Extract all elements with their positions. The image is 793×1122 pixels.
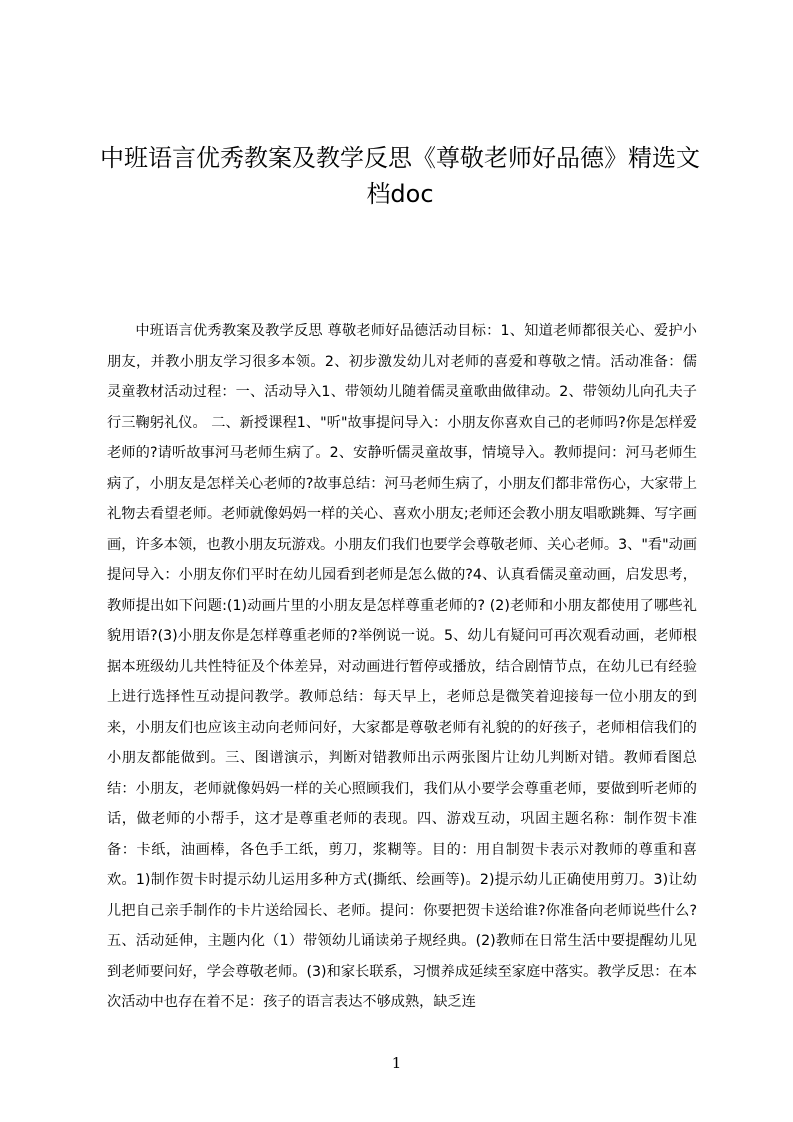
page-number: 1 [391,1054,402,1072]
page-title: 中班语言优秀教案及教学反思《尊敬老师好品德》精选文档doc [100,144,700,208]
body-text: 中班语言优秀教案及教学反思 尊敬老师好品德活动目标：1、知道老师都很关心、爱护小朋友，并教小朋友学习很多本领。2、初步激发幼儿对老师的喜爱和尊敬之情。活动准备：儒灵童教材活动过程：一、活动导入1、带领幼儿随着儒灵童歌曲做律动。2、带领幼儿向孔夫子行三鞠躬礼仪。 二、新授课程1、"听"故事提问导入：小朋友你喜欢自己的老师吗?你是怎样爱老师的?请听故事河马老师生病了。2、安静听儒灵童故事，情境导入。教师提问：河马老师生病了，小朋友是怎样关心老师的?故事总结：河马老师生病了，小朋友们都非常伤心，大家带上礼物去看望老师。老师就像妈妈一样的关心、喜欢小朋友;老师还会教小朋友唱歌跳舞、写字画画，许多本领，也教小朋友玩游戏。小朋友们我们也要学会尊敬老师、关心老师。3、"看"动画提问导入：小朋友你们平时在幼儿园看到老师是怎么做的?4、认真看儒灵童动画，启发思考，教师提出如下问题:(1)动画片里的小朋友是怎样尊重老师的? (2)老师和小朋友都使用了哪些礼貌用语?(3)小朋友你是怎样尊重老师的?举例说一说。5、幼儿有疑问可再次观看动画，老师根据本班级幼儿共性特征及个体差异，对动画进行暂停或播放，结合剧情节点，在幼儿已有经验上进行选择性互动提问教学。教师总结：每天早上，老师总是微笑着迎接每一位小朋友的到来，小朋友们也应该主动向老师问好，大家都是尊敬老师有礼貌的的好孩子，老师相信我们的小朋友都能做到。三、图谱演示，判断对错教师出示两张图片让幼儿判断对错。教师看图总结：小朋友，老师就像妈妈一样的关心照顾我们，我们从小要学会尊重老师，要做到听老师的话，做老师的小帮手，这才是尊重老师的表现。四、游戏互动，巩固主题名称：制作贺卡准备：卡纸，油画棒，各色手工纸，剪刀，浆糊等。目的：用自制贺卡表示对教师的尊重和喜欢。1)制作贺卡时提示幼儿运用多种方式(撕纸、绘画等)。2)提示幼儿正确使用剪刀。3)让幼儿把自己亲手制作的卡片送给园长、老师。提问：你要把贺卡送给谁?你准备向老师说些什么?五、活动延伸，主题内化（1）带领幼儿诵读弟子规经典。(2)教师在日常生活中要提醒幼儿见到老师要问好，学会尊敬老师。(3)和家长联系，习惯养成延续至家庭中落实。教学反思：在本次活动中也存在着不足：孩子的语言表达不够成熟，缺乏连 [107,323,697,1010]
